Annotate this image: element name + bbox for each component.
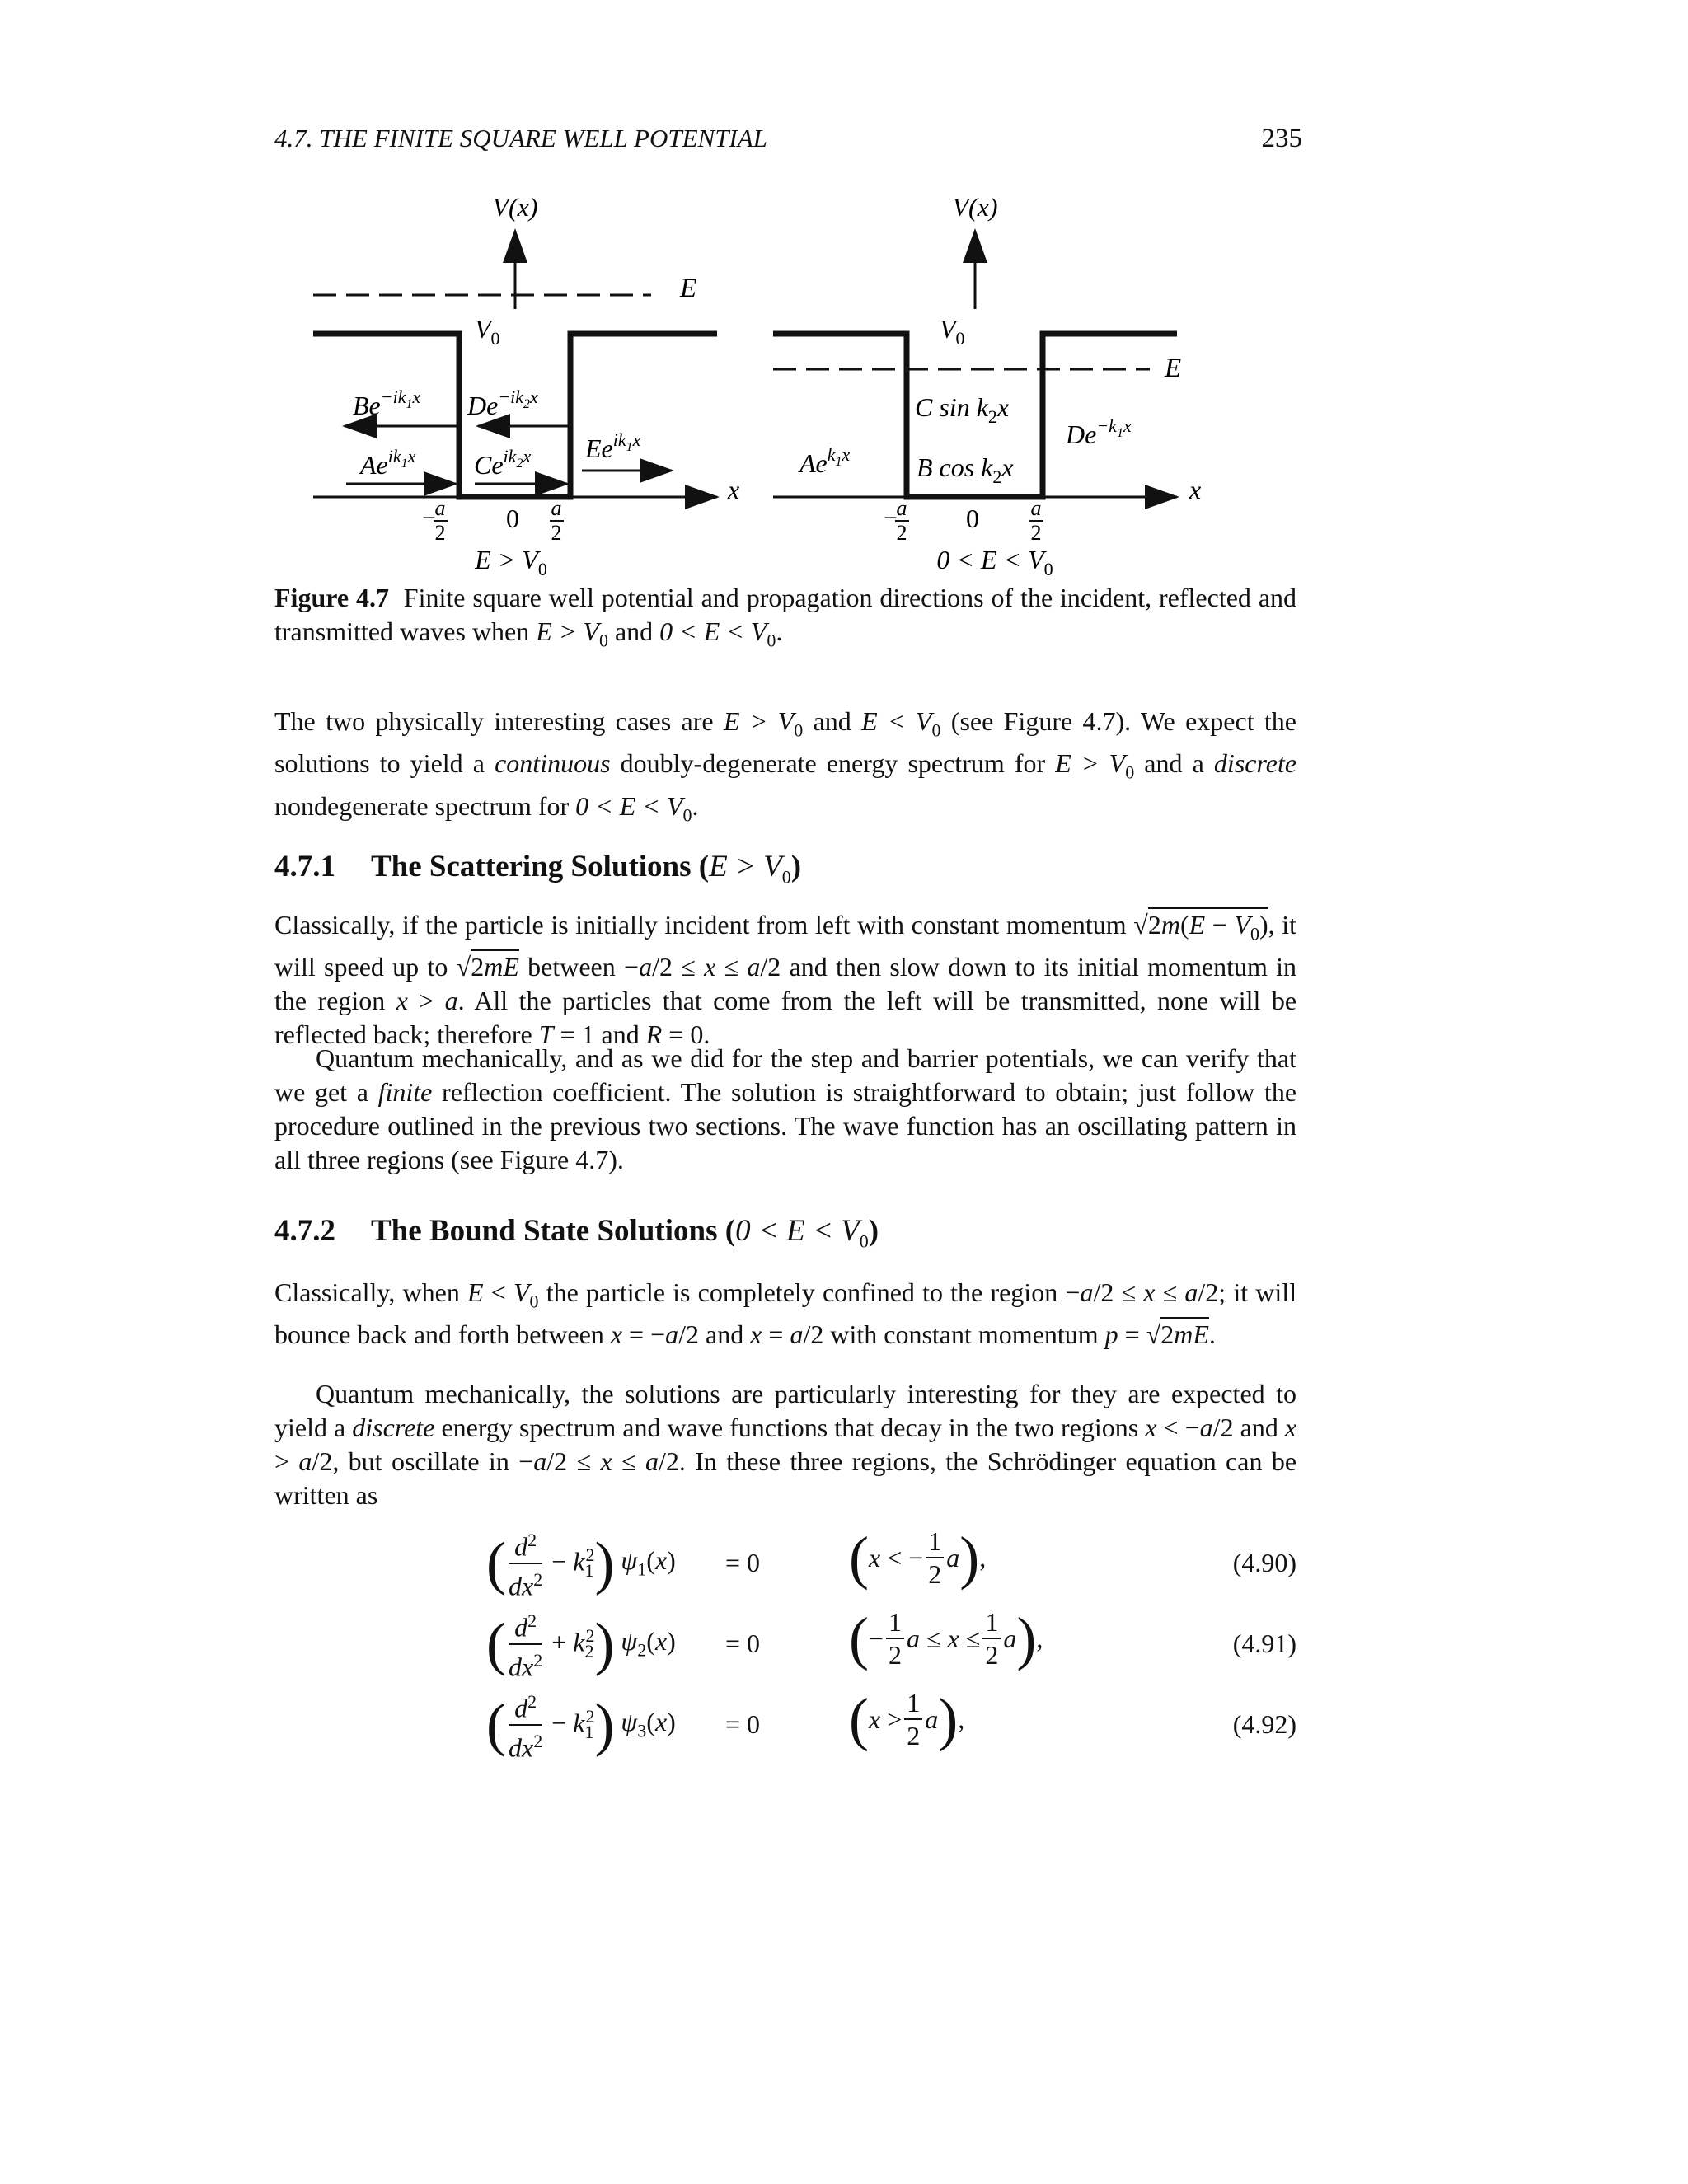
tick-minus-a-r: a [896,496,907,520]
tick-plus-a: a [551,496,562,520]
page-number: 235 [1261,124,1302,153]
sec1-paragraph-2: Quantum mechanically, and as we did for the step and barrier potentials, we can verify that we get a finite reflection coefficient. The solution is straightforward to obtain; just follow the procedure outlined in the previous two sections. The wave function has an oscillating pattern in all three regions (see Figure 4.7). [274,1043,1297,1174]
right-potential-label: $V_0$ [940,314,965,349]
tick-zero-r: 0 [966,504,979,533]
tick-minus-2: 2 [434,521,446,545]
right-x-label: x [1189,475,1202,504]
caption-cond1: E > V [536,616,599,646]
right-panel [773,192,1201,579]
sec2-paragraph-1: Classically, when $E < V_0$ the particle is completely confined to the region −a/2 ≤ x ≤ a/2; it will bounce back and forth between x = −a/2 and x = a/2 with constant momentum p = √2mE. [274,1277,1297,1350]
left-potential-label: $V_0$ [475,314,500,349]
figure-4-7 [0,0,1688,593]
wave-d-exp: $De^{-k}1x$ [1066,415,1132,449]
tick-plus-2: 2 [551,521,562,545]
caption-text-b: and [614,616,654,646]
wave-e: $Ee^{ik}1x$ [585,429,641,463]
running-title: 4.7. THE FINITE SQUARE WELL POTENTIAL [274,124,767,152]
tick-minus-a: a [434,496,446,520]
tick-plus-a-r: a [1030,496,1042,520]
tick-minus-2-r: 2 [896,521,907,545]
eq-number-4-91: (4.91) [1232,1629,1296,1658]
equation-4-92: ( $\frac{d^2}{dx^2}$ − $k_1^2$) $\psi_3(x)$ = 0 (x > $\frac{1}{2}$ a), (4.92) [486,1686,1296,1763]
wave-b-cos: B $\cos k_2x$ [917,452,1014,487]
tick-plus-2-r: 2 [1030,521,1042,545]
left-condition: $E > V_0$ [475,545,547,579]
tick-minus-sign: − [422,504,436,532]
wave-c-sin: C $\sin k_2x$ [915,392,1010,427]
caption-text-a: Finite square well potential and propagation directions of the incident, reflected and transmitted waves when [274,583,1297,646]
caption-cond2: 0 < E < V [659,616,767,646]
eq-number-4-92: (4.92) [1232,1709,1296,1739]
left-axis-label: V(x) [492,192,538,222]
right-axis-label: V(x) [952,192,998,222]
eq-number-4-90: (4.90) [1232,1548,1296,1577]
equation-4-90: ( $\frac{d^2}{dx^2}$ − $k_1^2$) $\psi_1(x)$ = 0 (x < − $\frac{1}{2}$ a), (4.90) [486,1525,1296,1601]
left-tick-labels [422,496,564,545]
sec1-paragraph-1: Classically, if the particle is initially incident from left with constant momentum $√2m(E - V_0)$, it will speed up to √2mE between −a/2 ≤ x ≤ a/2 and then slow down to its initial momentum in the region x > a. All the particles that come from the left will be transmitted, none will be reflected back; therefore T = 1 and R = 0. [274,908,1296,1052]
right-tick-labels [884,496,1043,545]
left-x-label: x [728,475,740,504]
tick-minus-sign-r: − [884,504,898,532]
equation-4-91: ( $\frac{d^2}{dx^2}$ + $k_2^2$) $\psi_2(x)$ = 0 (− $\frac{1}{2}$ a ≤ x ≤ $\frac{1}{2}$ a), (4.91) [486,1605,1296,1682]
section-heading-4-7-2: 4.7.2 The Bound State Solutions $(0 < E < V_0)$ [274,1214,879,1252]
right-condition: $0 < E < V_0$ [936,545,1053,579]
left-panel [313,192,739,579]
wave-c: $Ce^{ik}2x$ [474,446,532,480]
wave-d: $De^{-ik}2x$ [467,387,538,420]
section-heading-4-7-1: 4.7.1 The Scattering Solutions $(E > V_0)$ [274,850,802,888]
intro-paragraph: The two physically interesting cases are $E > V_0$ and $E < V_0$ (see Figure 4.7). We expect the solutions to yield a continuous doubly-degenerate energy spectrum for $E > V_0$ and a discrete nondegenerate spectrum for $0 < E < V_0$. [274,706,1297,826]
figure-caption: Figure 4.7 Finite square well potential and propagation directions of the incident, reflected and transmitted waves when $E > V_0$ and $0 < E < V_0$. [274,583,1297,651]
wave-b: $Be^{-ik}1x$ [353,387,421,420]
right-energy-label: E [1165,354,1182,383]
left-energy-label: E [680,274,697,303]
wave-a: $Ae^{ik}1x$ [360,446,416,480]
tick-zero: 0 [506,504,519,533]
caption-label: Figure 4.7 [274,583,389,612]
sec2-paragraph-2: Quantum mechanically, the solutions are particularly interesting for they are expected to yield a discrete energy spectrum and wave functions that decay in the two regions x < −a/2 and x > a/2, but oscillate in −a/2 ≤ x ≤ a/2. In these three regions, the Schrödinger equation can be written as [274,1379,1297,1510]
wave-a-exp: Ae$^k$1x [799,444,851,478]
